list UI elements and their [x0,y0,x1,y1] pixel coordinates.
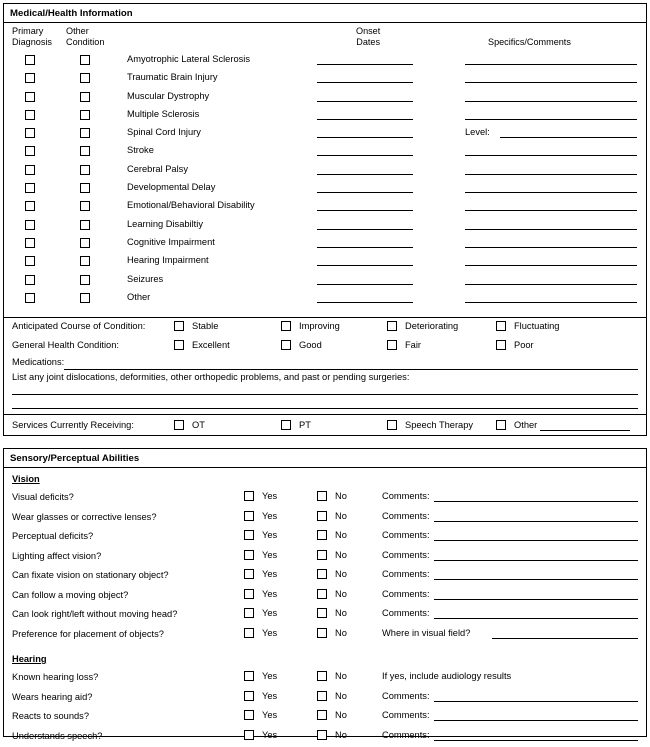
no-checkbox[interactable] [317,671,327,681]
condition-row [4,236,646,254]
condition-row [4,108,646,126]
option-label: Good [299,340,322,350]
specifics-input[interactable] [465,284,637,285]
onset-date-input[interactable] [317,174,413,175]
onset-date-input[interactable] [317,155,413,156]
comment-label: Comments: [382,710,430,720]
question-row [4,567,646,587]
condition-row [4,126,646,144]
medications-row [4,356,646,371]
question-row [4,708,646,728]
no-label: No [335,530,347,540]
question-row [4,626,646,646]
comment-label: Comments: [382,730,430,740]
other-condition-checkbox[interactable] [80,293,90,303]
no-label: No [335,491,347,501]
question-label: Visual deficits? [12,492,74,502]
primary-diagnosis-checkbox[interactable] [25,73,35,83]
comment-label: Where in visual field? [382,628,470,638]
question-row [4,528,646,548]
specifics-input[interactable] [465,82,637,83]
other-condition-checkbox[interactable] [80,275,90,285]
other-condition-checkbox[interactable] [80,201,90,211]
no-label: No [335,628,347,638]
comment-input[interactable] [434,618,638,619]
condition-row [4,254,646,272]
other-condition-checkbox[interactable] [80,256,90,266]
specifics-input[interactable] [465,119,637,120]
other-condition-checkbox[interactable] [80,73,90,83]
specifics-input[interactable] [465,265,637,266]
comment-label: Comments: [382,530,430,540]
condition-label: Emotional/Behavioral Disability [127,200,255,210]
orthopedic-note-label: List any joint dislocations, deformities, other orthopedic problems, and past or pending surgeries: [12,372,409,382]
orthopedic-line-2 [4,399,646,413]
primary-diagnosis-checkbox[interactable] [25,183,35,193]
other-condition-checkbox[interactable] [80,183,90,193]
question-row [4,669,646,689]
other-condition-checkbox[interactable] [80,146,90,156]
sensory-perceptual-section [3,448,647,737]
checkbox[interactable] [387,420,397,430]
comment-input[interactable] [434,501,638,502]
specifics-input[interactable] [465,64,637,65]
other-condition-checkbox[interactable] [80,220,90,230]
specifics-input[interactable] [465,229,637,230]
yes-checkbox[interactable] [244,589,254,599]
question-row [4,587,646,607]
no-checkbox[interactable] [317,691,327,701]
checkbox[interactable] [496,321,506,331]
question-label: Perceptual deficits? [12,531,93,541]
question-row [4,606,646,626]
yes-checkbox[interactable] [244,530,254,540]
onset-date-input[interactable] [317,247,413,248]
checkbox[interactable] [387,340,397,350]
no-checkbox[interactable] [317,550,327,560]
option-label: Excellent [192,340,230,350]
yes-label: Yes [262,671,277,681]
other-condition-checkbox[interactable] [80,165,90,175]
other-condition-checkbox[interactable] [80,92,90,102]
no-label: No [335,569,347,579]
primary-diagnosis-checkbox[interactable] [25,293,35,303]
condition-row [4,144,646,162]
option-label: Deteriorating [405,321,458,331]
comment-label: Comments: [382,589,430,599]
condition-label: Multiple Sclerosis [127,109,199,119]
onset-date-input[interactable] [317,265,413,266]
no-checkbox[interactable] [317,710,327,720]
checkbox[interactable] [174,420,184,430]
primary-diagnosis-checkbox[interactable] [25,220,35,230]
checkbox[interactable] [281,321,291,331]
condition-row [4,218,646,236]
checkbox[interactable] [281,420,291,430]
onset-date-input[interactable] [317,210,413,211]
no-label: No [335,691,347,701]
services-label: Services Currently Receiving: [12,420,134,430]
medical-health-section [3,3,647,436]
yes-checkbox[interactable] [244,730,254,740]
question-label: Reacts to sounds? [12,711,89,721]
no-label: No [335,589,347,599]
comment-input[interactable] [434,579,638,580]
checkbox[interactable] [174,340,184,350]
specifics-input[interactable] [465,210,637,211]
yes-label: Yes [262,710,277,720]
comment-input[interactable] [434,560,638,561]
comment-label: Comments: [382,550,430,560]
sensory-section-title: Sensory/Perceptual Abilities [4,449,646,467]
no-checkbox[interactable] [317,491,327,501]
general-health-label: General Health Condition: [12,340,119,350]
condition-label: Seizures [127,274,163,284]
no-label: No [335,710,347,720]
question-row [4,548,646,568]
primary-diagnosis-checkbox[interactable] [25,55,35,65]
no-label: No [335,730,347,740]
medications-label: Medications: [12,357,64,367]
medical-section-title: Medical/Health Information [4,4,646,22]
question-label: Wears hearing aid? [12,692,92,702]
condition-row [4,199,646,217]
question-row [4,728,646,747]
question-label: Can fixate vision on stationary object? [12,570,169,580]
question-row [4,489,646,509]
yes-label: Yes [262,730,277,740]
level-label: Level: [465,127,490,137]
service-other-input[interactable] [540,430,630,431]
comment-label: Comments: [382,608,430,618]
yes-checkbox[interactable] [244,491,254,501]
condition-label: Cerebral Palsy [127,164,188,174]
condition-label: Learning Disabiltiy [127,219,203,229]
no-label: No [335,671,347,681]
onset-date-input[interactable] [317,284,413,285]
yes-checkbox[interactable] [244,691,254,701]
condition-label: Amyotrophic Lateral Sclerosis [127,54,250,64]
level-input[interactable] [500,137,637,138]
onset-date-input[interactable] [317,137,413,138]
no-checkbox[interactable] [317,730,327,740]
services-row [4,415,646,437]
option-label: PT [299,420,311,430]
comment-input[interactable] [434,521,638,522]
orthopedic-input-1[interactable] [12,394,638,395]
other-condition-checkbox[interactable] [80,238,90,248]
onset-date-input[interactable] [317,229,413,230]
option-label: Stable [192,321,218,331]
yes-label: Yes [262,550,277,560]
checkbox[interactable] [387,321,397,331]
condition-label: Muscular Dystrophy [127,91,209,101]
comment-input[interactable] [434,720,638,721]
condition-row [4,90,646,108]
comment-label: Comments: [382,691,430,701]
yes-label: Yes [262,511,277,521]
specifics-comments-header: Specifics/Comments [488,37,571,48]
checkbox[interactable] [281,340,291,350]
yes-checkbox[interactable] [244,569,254,579]
question-label: Lighting affect vision? [12,551,101,561]
orthopedic-line-1 [4,385,646,399]
condition-row [4,181,646,199]
yes-checkbox[interactable] [244,550,254,560]
primary-diagnosis-checkbox[interactable] [25,238,35,248]
specifics-input[interactable] [465,302,637,303]
medications-input[interactable] [64,369,638,370]
yes-checkbox[interactable] [244,628,254,638]
yes-label: Yes [262,691,277,701]
no-checkbox[interactable] [317,628,327,638]
question-label: Understands speech? [12,731,102,741]
other-condition-checkbox[interactable] [80,55,90,65]
condition-row [4,53,646,71]
condition-label: Developmental Delay [127,182,215,192]
condition-row [4,273,646,291]
question-label: Can look right/left without moving head? [12,609,177,619]
no-label: No [335,511,347,521]
no-checkbox[interactable] [317,530,327,540]
yes-label: Yes [262,589,277,599]
condition-label: Traumatic Brain Injury [127,72,218,82]
checkbox[interactable] [174,321,184,331]
question-label: Wear glasses or corrective lenses? [12,512,157,522]
primary-diagnosis-checkbox[interactable] [25,128,35,138]
question-label: Known hearing loss? [12,672,98,682]
checkbox[interactable] [496,340,506,350]
condition-label: Stroke [127,145,154,155]
comment-input[interactable] [434,540,638,541]
comment-input[interactable] [434,701,638,702]
yes-label: Yes [262,608,277,618]
orthopedic-input-2[interactable] [12,408,638,409]
comment-label: Comments: [382,491,430,501]
onset-date-input[interactable] [317,119,413,120]
primary-diagnosis-checkbox[interactable] [25,165,35,175]
option-label: Speech Therapy [405,420,473,430]
anticipated-course-row [4,318,646,337]
yes-checkbox[interactable] [244,511,254,521]
condition-row [4,291,646,309]
checkbox[interactable] [496,420,506,430]
option-label: Fair [405,340,421,350]
condition-row [4,71,646,89]
general-health-row [4,337,646,356]
onset-date-input[interactable] [317,192,413,193]
question-row [4,509,646,529]
onset-date-input[interactable] [317,101,413,102]
hearing-subheading: Hearing [4,654,646,664]
no-checkbox[interactable] [317,569,327,579]
condition-label: Hearing Impairment [127,255,209,265]
option-label: Improving [299,321,340,331]
comment-input[interactable] [492,638,638,639]
onset-dates-header: Onset Dates [356,26,380,47]
onset-date-input[interactable] [317,64,413,65]
option-label: Fluctuating [514,321,559,331]
condition-label: Other [127,292,150,302]
no-checkbox[interactable] [317,511,327,521]
specifics-input[interactable] [465,155,637,156]
primary-diagnosis-checkbox[interactable] [25,146,35,156]
primary-diagnosis-checkbox[interactable] [25,201,35,211]
no-label: No [335,550,347,560]
yes-label: Yes [262,569,277,579]
comment-label: Comments: [382,511,430,521]
other-condition-checkbox[interactable] [80,128,90,138]
other-condition-checkbox[interactable] [80,110,90,120]
comment-label: Comments: [382,569,430,579]
condition-list [4,53,646,309]
no-label: No [335,608,347,618]
yes-checkbox[interactable] [244,671,254,681]
orthopedic-note-row [4,371,646,385]
specifics-input[interactable] [465,192,637,193]
other-condition-header: Other Condition [66,26,104,47]
primary-diagnosis-checkbox[interactable] [25,92,35,102]
yes-checkbox[interactable] [244,710,254,720]
onset-date-input[interactable] [317,302,413,303]
comment-input[interactable] [434,599,638,600]
specifics-input[interactable] [465,174,637,175]
primary-diagnosis-checkbox[interactable] [25,275,35,285]
yes-label: Yes [262,491,277,501]
yes-label: Yes [262,628,277,638]
comment-label: If yes, include audiology results [382,671,511,681]
no-checkbox[interactable] [317,589,327,599]
specifics-input[interactable] [465,247,637,248]
condition-row [4,163,646,181]
column-headers [4,23,646,53]
condition-label: Cognitive Impairment [127,237,215,247]
vision-subheading: Vision [4,474,646,484]
primary-diagnosis-header: Primary Diagnosis [12,26,52,47]
condition-label: Spinal Cord Injury [127,127,201,137]
question-label: Preference for placement of objects? [12,629,164,639]
no-checkbox[interactable] [317,608,327,618]
yes-checkbox[interactable] [244,608,254,618]
yes-label: Yes [262,530,277,540]
anticipated-course-label: Anticipated Course of Condition: [12,321,145,331]
option-label: Poor [514,340,534,350]
question-label: Can follow a moving object? [12,590,128,600]
option-label: Other [514,420,537,430]
primary-diagnosis-checkbox[interactable] [25,110,35,120]
specifics-input[interactable] [465,101,637,102]
onset-date-input[interactable] [317,82,413,83]
primary-diagnosis-checkbox[interactable] [25,256,35,266]
question-row [4,689,646,709]
option-label: OT [192,420,205,430]
